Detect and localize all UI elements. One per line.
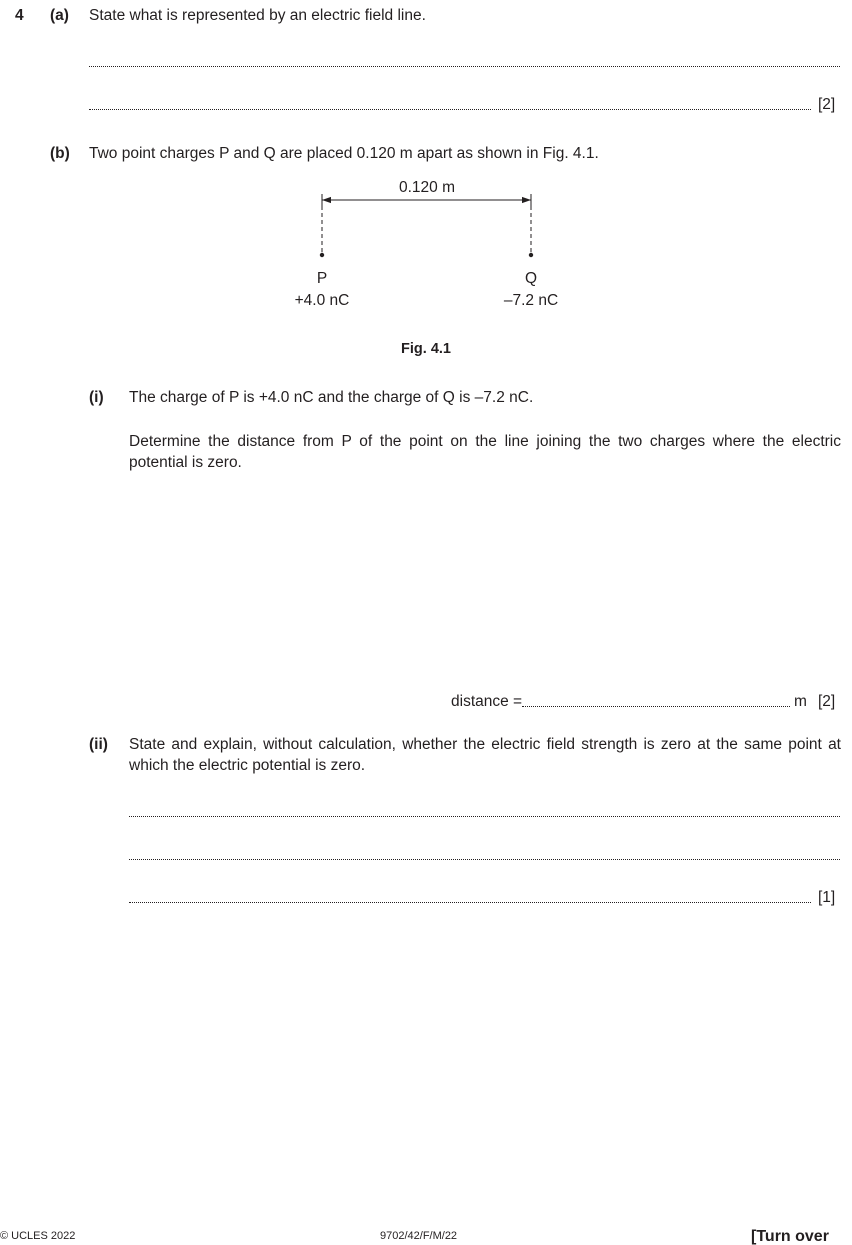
sub-i-label: (i) [89,389,104,406]
sub-i-task: Determine the distance from P of the point on the line joining the two charges where the electric potential is zero. [129,433,841,471]
charge-p-name: P [316,270,328,287]
footer-turn-over: [Turn over [751,1228,829,1245]
sub-ii-marks: [1] [818,889,836,906]
sub-ii-task: State and explain, without calculation, whether the electric field strength is zero at the same point at which the electric potential is zero. [129,736,841,774]
footer-code: 9702/42/F/M/22 [380,1230,458,1242]
part-a-marks: [2] [818,96,836,113]
answer-line-ii3[interactable] [129,901,811,903]
charge-p-value: +4.0 nC [294,292,350,309]
answer-line-ii1[interactable] [129,815,840,817]
distance-answer-line[interactable] [522,705,790,707]
charge-q-value: –7.2 nC [503,292,559,309]
question-number: 4 [15,7,24,24]
distance-answer-unit: m [794,693,807,710]
charge-p-dot [320,253,324,257]
sub-i-statement: The charge of P is +4.0 nC and the charge of Q is –7.2 nC. [129,389,534,406]
figure-caption: Fig. 4.1 [401,341,451,357]
charge-q-dot [529,253,533,257]
figure-4-1 [0,0,852,330]
part-b-intro: Two point charges P and Q are placed 0.120 m apart as shown in Fig. 4.1. [89,145,599,162]
footer-copyright: © UCLES 2022 [0,1230,76,1242]
charge-q-name: Q [524,270,538,287]
part-a-label: (a) [50,7,69,24]
sub-i-marks: [2] [818,693,836,710]
sub-ii-label: (ii) [89,736,108,753]
part-b-label: (b) [50,145,70,162]
answer-line-ii2[interactable] [129,858,840,860]
distance-label: 0.120 m [398,179,456,196]
distance-answer-prefix: distance = [451,693,523,710]
part-a-prompt: State what is represented by an electric field line. [89,7,426,24]
